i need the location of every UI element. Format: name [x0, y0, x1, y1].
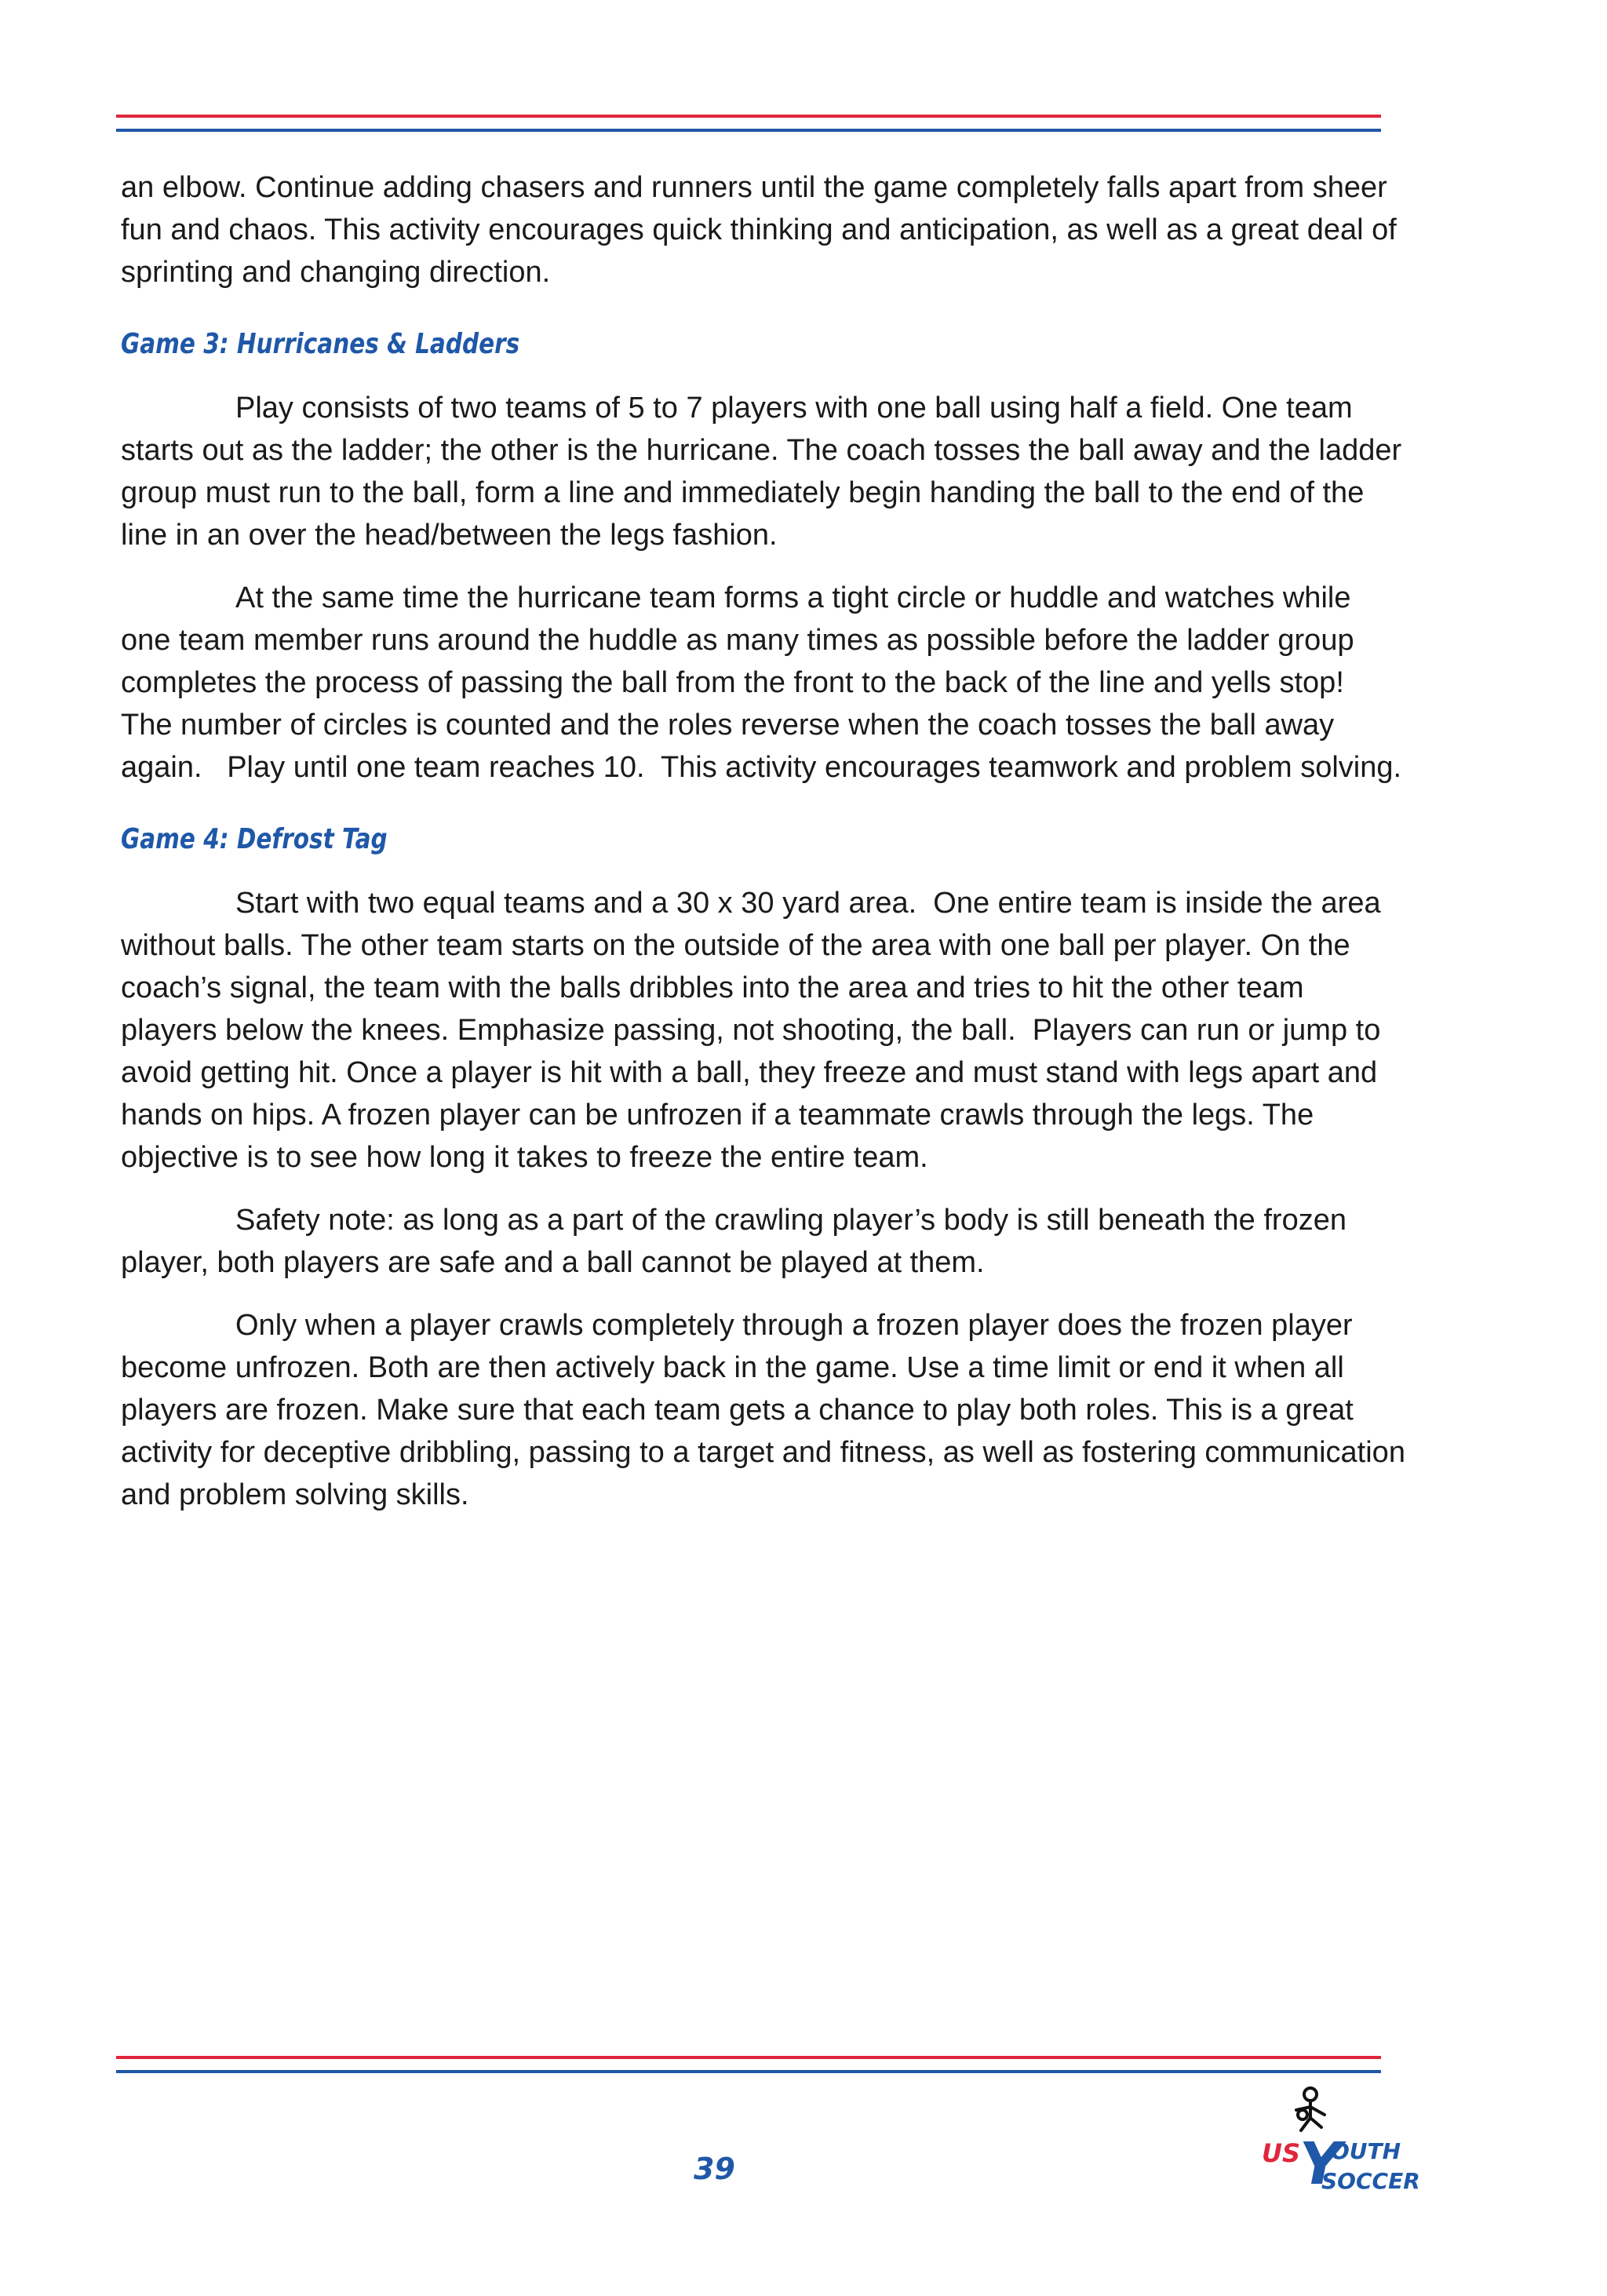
- top-rule-blue: [116, 129, 1381, 132]
- game-4-paragraph-2: Safety note: as long as a part of the crawling player’s body is still beneath the frozen player, both players are safe and a ball cannot be played at them.: [121, 1204, 1355, 1279]
- us-youth-soccer-logo: [1255, 2083, 1420, 2201]
- intro-paragraph: an elbow. Continue adding chasers and runners until the game completely falls apart from sheer fun and chaos. This activity encourages quick thinking and anticipation, as well as a great deal of sprinting and changing direction.: [121, 171, 1405, 289]
- logo-y-letter: Y: [1299, 2130, 1342, 2198]
- game-4-paragraph-1: Start with two equal teams and a 30 x 30 yard area. One entire team is inside the area without balls. The other team starts on the outside of the area with one ball per player. On the coach’s signal, the team with the balls dribbles into the area and tries to hit the other team players below the knees. Emphasize passing, not shooting, the ball. Players can run or jump to avoid getting hit. Once a player is hit with a ball, they freeze and must stand with legs apart and hands on hips. A frozen player can be unfrozen if a teammate crawls through the legs. The objective is to see how long it takes to freeze the entire team.: [121, 887, 1390, 1174]
- game-3-paragraph-2: At the same time the hurricane team forms a tight circle or huddle and watches while one team member runs around the huddle as many times as possible before the ladder group completes the process of passing the ball from the front to the back of the line and yells stop! The number of circles is counted and the roles reverse when the coach tosses the ball away again. Play until one team reaches 10. This activity encourages teamwork and problem solving.: [121, 581, 1402, 784]
- logo-us-text: US: [1262, 2138, 1301, 2168]
- logo-soccer-text: SOCCER: [1321, 2168, 1420, 2194]
- game-4-heading: Game 4: Defrost Tag: [121, 823, 388, 855]
- page-number: 39: [694, 2152, 735, 2186]
- top-rule-red: [116, 115, 1381, 118]
- page-content: [121, 166, 1414, 1536]
- stick-figure-icon: [1296, 2088, 1325, 2130]
- bottom-rule-blue: [116, 2070, 1381, 2073]
- game-3-paragraph-1: Play consists of two teams of 5 to 7 players with one ball using half a field. One team starts out as the ladder; the other is the hurricane. The coach tosses the ball away and the ladder group must run to the ball, form a line and immediately begin handing the ball to the end of the line in an over the head/between the legs fashion.: [121, 392, 1410, 552]
- logo-youth-text: OUTH: [1331, 2138, 1401, 2164]
- bottom-rule-red: [116, 2056, 1381, 2059]
- game-4-paragraph-3: Only when a player crawls completely through a frozen player does the frozen player become unfrozen. Both are then actively back in the game. Use a time limit or end it when all players are frozen. Make sure that each team gets a chance to play both roles. This is a great activity for deceptive dribbling, passing to a target and fitness, as well as fostering communication and problem solving skills.: [121, 1309, 1414, 1511]
- game-3-heading: Game 3: Hurricanes & Ladders: [121, 328, 520, 360]
